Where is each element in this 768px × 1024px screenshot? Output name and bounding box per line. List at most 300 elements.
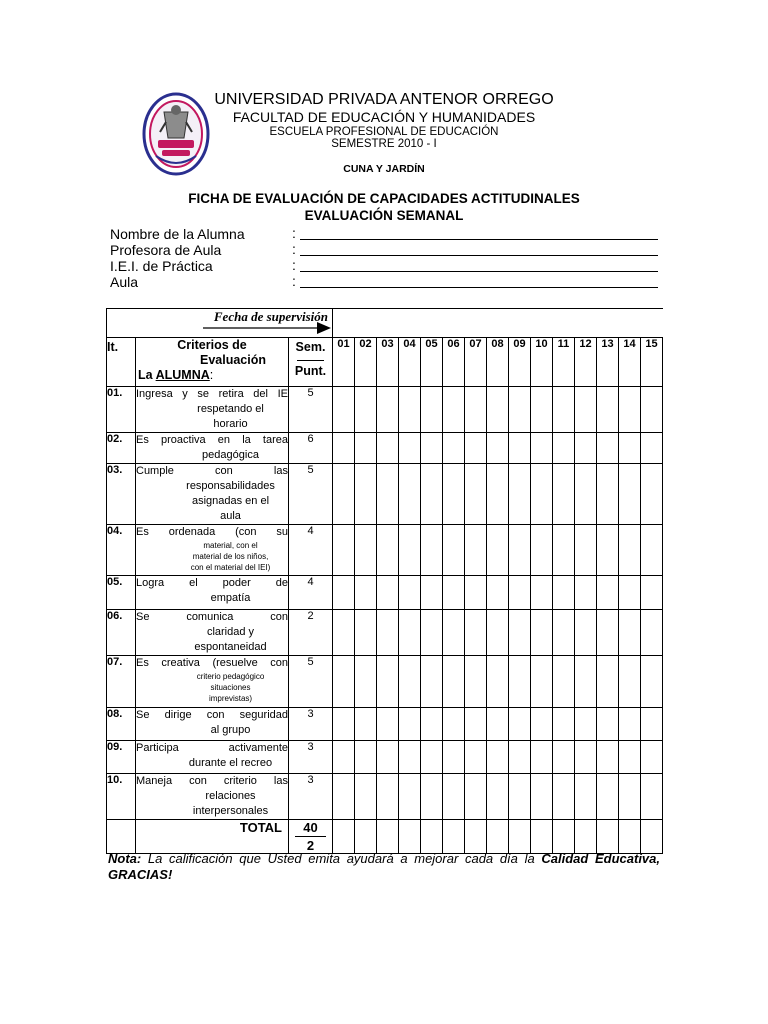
field-student-name[interactable]	[110, 226, 660, 242]
fill-line[interactable]	[300, 287, 658, 288]
criteria-header-alumna: La ALUMNA:	[138, 368, 214, 382]
score-cell[interactable]	[421, 774, 443, 820]
evaluation-table	[106, 308, 663, 854]
total-score-cell[interactable]	[619, 820, 641, 854]
score-cell[interactable]	[575, 656, 597, 708]
date-row	[107, 309, 663, 338]
score-cell[interactable]	[641, 387, 663, 433]
criterion-line: Es creativa (resuelve con	[136, 657, 288, 669]
score-cell[interactable]	[487, 525, 509, 576]
score-cell[interactable]	[465, 610, 487, 656]
score-cell[interactable]	[399, 576, 421, 610]
week-col: 04	[399, 338, 421, 387]
item-number: 01.	[107, 387, 136, 433]
fill-line[interactable]	[300, 271, 658, 272]
max-points: 5	[289, 656, 333, 708]
criterion-line: Maneja con criterio las	[136, 775, 288, 787]
field-classroom[interactable]	[110, 274, 660, 290]
score-cell[interactable]	[597, 464, 619, 525]
score-cell[interactable]	[355, 525, 377, 576]
score-cell[interactable]	[509, 576, 531, 610]
score-cell[interactable]	[619, 774, 641, 820]
criterion-line: espontaneidad	[194, 641, 267, 653]
score-cell[interactable]	[421, 741, 443, 774]
score-cell[interactable]	[421, 576, 443, 610]
score-cell[interactable]	[399, 610, 421, 656]
item-number: 03.	[107, 464, 136, 525]
field-label: Aula	[110, 274, 139, 290]
score-cell[interactable]	[399, 656, 421, 708]
score-cell[interactable]	[421, 433, 443, 464]
score-cell[interactable]	[355, 433, 377, 464]
score-cell[interactable]	[641, 774, 663, 820]
score-cell[interactable]	[619, 387, 641, 433]
score-cell[interactable]	[575, 464, 597, 525]
field-colon: :	[292, 225, 296, 241]
criteria-row	[107, 387, 663, 433]
score-cell[interactable]	[465, 576, 487, 610]
university-name: UNIVERSIDAD PRIVADA ANTENOR ORREGO	[214, 91, 554, 108]
score-cell[interactable]	[465, 525, 487, 576]
score-cell[interactable]	[487, 708, 509, 741]
footer-note	[108, 851, 660, 883]
score-cell[interactable]	[421, 387, 443, 433]
criterion-line: Participa activamente	[136, 742, 288, 754]
score-cell[interactable]	[443, 387, 465, 433]
score-cell[interactable]	[377, 741, 399, 774]
score-cell[interactable]	[443, 576, 465, 610]
score-cell[interactable]	[399, 741, 421, 774]
total-score-cell[interactable]	[443, 820, 465, 854]
form-subtitle: EVALUACIÓN SEMANAL	[304, 208, 464, 223]
field-teacher[interactable]	[110, 242, 660, 258]
week-col: 14	[619, 338, 641, 387]
score-cell[interactable]	[597, 433, 619, 464]
note-bold-end: Calidad Educativa, GRACIAS!	[108, 851, 661, 882]
fraction-bar	[295, 836, 326, 837]
score-cell[interactable]	[443, 433, 465, 464]
score-cell[interactable]	[619, 464, 641, 525]
semester-label: SEMESTRE 2010 - I	[331, 138, 437, 150]
score-cell[interactable]	[465, 741, 487, 774]
score-cell[interactable]	[531, 708, 553, 741]
field-colon: :	[292, 257, 296, 273]
item-number: 04.	[107, 525, 136, 576]
score-cell[interactable]	[377, 387, 399, 433]
field-label: Profesora de Aula	[110, 242, 222, 258]
score-cell[interactable]	[487, 656, 509, 708]
fill-line[interactable]	[300, 239, 658, 240]
score-cell[interactable]	[355, 610, 377, 656]
score-cell[interactable]	[509, 464, 531, 525]
score-cell[interactable]	[575, 708, 597, 741]
score-cell[interactable]	[377, 610, 399, 656]
score-cell[interactable]	[531, 464, 553, 525]
score-cell[interactable]	[597, 656, 619, 708]
week-col: 03	[377, 338, 399, 387]
score-cell[interactable]	[355, 387, 377, 433]
max-points: 4	[289, 525, 333, 576]
criterion-line: material de los niños,	[192, 552, 269, 561]
max-points: 6	[289, 433, 333, 464]
item-number: 10.	[107, 774, 136, 820]
week-col: 15	[641, 338, 663, 387]
criterion-text	[136, 708, 289, 741]
score-cell[interactable]	[531, 774, 553, 820]
score-cell[interactable]	[597, 708, 619, 741]
total-score-cell[interactable]	[355, 820, 377, 854]
score-cell[interactable]	[399, 464, 421, 525]
score-cell[interactable]	[333, 464, 355, 525]
score-cell[interactable]	[619, 433, 641, 464]
criterion-line: empatía	[210, 592, 251, 604]
week-col: 09	[509, 338, 531, 387]
score-cell[interactable]	[531, 741, 553, 774]
score-cell[interactable]	[333, 576, 355, 610]
form-title: FICHA DE EVALUACIÓN DE CAPACIDADES ACTITUDINALES	[188, 191, 580, 206]
score-cell[interactable]	[443, 774, 465, 820]
criterion-line: responsabilidades	[186, 480, 275, 492]
score-cell[interactable]	[531, 433, 553, 464]
score-cell[interactable]	[487, 774, 509, 820]
total-score-cell[interactable]	[333, 820, 355, 854]
criterion-line: criterio pedagógico	[196, 672, 265, 681]
criteria-row	[107, 741, 663, 774]
score-cell[interactable]	[641, 656, 663, 708]
criterion-text	[136, 387, 289, 433]
score-cell[interactable]	[597, 610, 619, 656]
total-score-cell[interactable]	[421, 820, 443, 854]
score-cell[interactable]	[377, 525, 399, 576]
score-cell[interactable]	[619, 741, 641, 774]
fill-line[interactable]	[300, 255, 658, 256]
score-cell[interactable]	[487, 464, 509, 525]
score-cell[interactable]	[421, 708, 443, 741]
score-cell[interactable]	[619, 525, 641, 576]
criterion-text	[136, 433, 289, 464]
score-cell[interactable]	[377, 774, 399, 820]
criteria-row	[107, 774, 663, 820]
week-col: 06	[443, 338, 465, 387]
score-cell[interactable]	[509, 387, 531, 433]
score-cell[interactable]	[509, 610, 531, 656]
score-cell[interactable]	[509, 741, 531, 774]
score-cell[interactable]	[355, 656, 377, 708]
item-number: 07.	[107, 656, 136, 708]
criterion-line: respetando el	[197, 403, 264, 415]
total-score-cell[interactable]	[377, 820, 399, 854]
max-points: 2	[289, 610, 333, 656]
score-cell[interactable]	[487, 433, 509, 464]
score-cell[interactable]	[465, 774, 487, 820]
score-cell[interactable]	[553, 656, 575, 708]
criterion-line: interpersonales	[192, 805, 269, 817]
score-cell[interactable]	[641, 610, 663, 656]
score-cell[interactable]	[641, 741, 663, 774]
total-row	[107, 820, 663, 854]
total-score-cell[interactable]	[465, 820, 487, 854]
criterion-line: Ingresa y se retira del IE	[136, 388, 288, 400]
score-cell[interactable]	[443, 525, 465, 576]
total-numerator: 40	[303, 820, 318, 835]
score-cell[interactable]	[641, 576, 663, 610]
score-cell[interactable]	[553, 708, 575, 741]
criterion-text	[136, 774, 289, 820]
score-cell[interactable]	[443, 741, 465, 774]
score-cell[interactable]	[465, 656, 487, 708]
total-score-cell[interactable]	[641, 820, 663, 854]
week-col: 11	[553, 338, 575, 387]
score-cell[interactable]	[377, 576, 399, 610]
score-cell[interactable]	[443, 656, 465, 708]
score-cell[interactable]	[553, 387, 575, 433]
score-cell[interactable]	[575, 610, 597, 656]
score-cell[interactable]	[333, 525, 355, 576]
criterion-line: aula	[220, 510, 241, 522]
score-cell[interactable]	[399, 708, 421, 741]
score-cell[interactable]	[443, 610, 465, 656]
score-cell[interactable]	[553, 464, 575, 525]
score-cell[interactable]	[509, 525, 531, 576]
criterion-line: relaciones	[205, 790, 256, 802]
score-cell[interactable]	[597, 387, 619, 433]
criterion-text	[136, 464, 289, 525]
week-col: 08	[487, 338, 509, 387]
score-cell[interactable]	[575, 576, 597, 610]
max-points: 3	[289, 774, 333, 820]
field-colon: :	[292, 241, 296, 257]
column-header-row	[107, 338, 663, 387]
criterion-line: Cumple con las	[136, 465, 288, 477]
criterion-line: con el material del IEI)	[190, 563, 271, 572]
score-cell[interactable]	[531, 525, 553, 576]
week-col: 12	[575, 338, 597, 387]
total-score-cell[interactable]	[487, 820, 509, 854]
week-col: 02	[355, 338, 377, 387]
criterion-line: situaciones	[210, 683, 251, 692]
supervision-date-label: Fecha de supervisión	[213, 309, 328, 324]
score-cell[interactable]	[377, 656, 399, 708]
score-cell[interactable]	[509, 433, 531, 464]
max-points: 3	[289, 741, 333, 774]
criterion-line: Se dirige con seguridad	[136, 709, 288, 721]
sem-label: Sem.	[295, 340, 326, 354]
score-cell[interactable]	[575, 525, 597, 576]
score-cell[interactable]	[399, 387, 421, 433]
criterion-line: al grupo	[210, 724, 251, 736]
score-cell[interactable]	[509, 774, 531, 820]
score-cell[interactable]	[355, 774, 377, 820]
item-number: 08.	[107, 708, 136, 741]
score-cell[interactable]	[553, 576, 575, 610]
score-cell[interactable]	[355, 464, 377, 525]
max-points: 4	[289, 576, 333, 610]
criterion-line: durante el recreo	[188, 757, 273, 769]
week-col: 05	[421, 338, 443, 387]
score-cell[interactable]	[487, 576, 509, 610]
total-label: TOTAL	[136, 820, 289, 854]
score-cell[interactable]	[333, 708, 355, 741]
criterion-text	[136, 576, 289, 610]
criterion-line: asignadas en el	[191, 495, 270, 507]
score-cell[interactable]	[553, 610, 575, 656]
score-cell[interactable]	[553, 525, 575, 576]
col-it-header: It.	[107, 338, 136, 387]
score-cell[interactable]	[553, 433, 575, 464]
criterion-text	[136, 610, 289, 656]
date-blank	[333, 309, 663, 338]
criterion-line: pedagógica	[202, 449, 259, 461]
score-cell[interactable]	[575, 741, 597, 774]
criteria-row	[107, 576, 663, 610]
note-label: Nota:	[108, 851, 142, 866]
score-cell[interactable]	[465, 433, 487, 464]
criteria-row	[107, 708, 663, 741]
score-cell[interactable]	[443, 464, 465, 525]
score-cell[interactable]	[333, 387, 355, 433]
max-points: 5	[289, 387, 333, 433]
col-criteria-header	[136, 338, 289, 387]
item-number: 02.	[107, 433, 136, 464]
week-col: 10	[531, 338, 553, 387]
score-cell[interactable]	[619, 576, 641, 610]
score-cell[interactable]	[509, 708, 531, 741]
score-cell[interactable]	[443, 708, 465, 741]
total-score-cell[interactable]	[597, 820, 619, 854]
criterion-line: Se comunica con	[136, 611, 288, 623]
max-points: 3	[289, 708, 333, 741]
score-cell[interactable]	[399, 774, 421, 820]
criteria-header-line1: Criterios de	[177, 338, 247, 352]
criterion-line: Es proactiva en la tarea	[136, 434, 288, 446]
item-number: 05.	[107, 576, 136, 610]
score-cell[interactable]	[531, 387, 553, 433]
score-cell[interactable]	[487, 387, 509, 433]
total-score-cell[interactable]	[509, 820, 531, 854]
score-cell[interactable]	[465, 464, 487, 525]
score-cell[interactable]	[399, 525, 421, 576]
total-blank	[107, 820, 136, 854]
item-number: 09.	[107, 741, 136, 774]
score-cell[interactable]	[641, 433, 663, 464]
score-cell[interactable]	[619, 708, 641, 741]
score-cell[interactable]	[355, 708, 377, 741]
item-number: 06.	[107, 610, 136, 656]
criteria-row	[107, 656, 663, 708]
field-label: Nombre de la Alumna	[110, 226, 245, 242]
week-col: 07	[465, 338, 487, 387]
score-cell[interactable]	[531, 656, 553, 708]
max-points: 5	[289, 464, 333, 525]
program-label: CUNA Y JARDÍN	[343, 163, 425, 175]
score-cell[interactable]	[421, 525, 443, 576]
score-cell[interactable]	[597, 774, 619, 820]
criteria-header-line2: Evaluación	[200, 353, 266, 367]
total-score-cell[interactable]	[575, 820, 597, 854]
criterion-line: Logra el poder de	[136, 577, 288, 589]
criterion-line: material, con el	[203, 541, 258, 550]
criterion-line: claridad y	[206, 626, 255, 638]
score-cell[interactable]	[333, 433, 355, 464]
criterion-text	[136, 741, 289, 774]
criterion-text	[136, 525, 289, 576]
score-cell[interactable]	[377, 433, 399, 464]
score-cell[interactable]	[553, 741, 575, 774]
total-value	[289, 820, 333, 854]
score-cell[interactable]	[333, 741, 355, 774]
score-cell[interactable]	[333, 774, 355, 820]
score-cell[interactable]	[421, 464, 443, 525]
score-cell[interactable]	[509, 656, 531, 708]
col-sem-header	[289, 338, 333, 387]
score-cell[interactable]	[575, 387, 597, 433]
score-cell[interactable]	[641, 525, 663, 576]
week-col: 13	[597, 338, 619, 387]
criteria-row	[107, 610, 663, 656]
score-cell[interactable]	[355, 576, 377, 610]
criterion-text	[136, 656, 289, 708]
total-score-cell[interactable]	[399, 820, 421, 854]
criteria-row	[107, 464, 663, 525]
score-cell[interactable]	[531, 610, 553, 656]
score-cell[interactable]	[597, 741, 619, 774]
score-cell[interactable]	[421, 656, 443, 708]
fraction-bar	[297, 360, 324, 361]
field-colon: :	[292, 273, 296, 289]
score-cell[interactable]	[421, 610, 443, 656]
score-cell[interactable]	[465, 708, 487, 741]
score-cell[interactable]	[333, 610, 355, 656]
field-label: I.E.I. de Práctica	[110, 258, 213, 274]
week-col: 01	[333, 338, 355, 387]
score-cell[interactable]	[641, 464, 663, 525]
score-cell[interactable]	[597, 576, 619, 610]
criteria-row	[107, 433, 663, 464]
field-practice-school[interactable]	[110, 258, 660, 274]
score-cell[interactable]	[597, 525, 619, 576]
score-cell[interactable]	[619, 610, 641, 656]
criterion-line: horario	[213, 418, 248, 430]
score-cell[interactable]	[641, 708, 663, 741]
criteria-header-line3	[136, 368, 288, 383]
score-cell[interactable]	[531, 576, 553, 610]
score-cell[interactable]	[619, 656, 641, 708]
school-name: ESCUELA PROFESIONAL DE EDUCACIÓN	[269, 126, 499, 138]
note-text: La calificación que Usted emita ayudará a mejorar cada día la	[141, 851, 542, 866]
score-cell[interactable]	[465, 387, 487, 433]
punt-label: Punt.	[294, 364, 327, 378]
criteria-row	[107, 525, 663, 576]
criterion-line: imprevistas)	[208, 694, 253, 703]
score-cell[interactable]	[487, 741, 509, 774]
score-cell[interactable]	[333, 656, 355, 708]
date-header-cell	[107, 309, 333, 338]
total-score-cell[interactable]	[553, 820, 575, 854]
score-cell[interactable]	[399, 433, 421, 464]
arrow-right-icon	[203, 322, 331, 334]
criterion-line: Es ordenada (con su	[136, 526, 288, 538]
faculty-name: FACULTAD DE EDUCACIÓN Y HUMANIDADES	[232, 109, 536, 125]
score-cell[interactable]	[377, 464, 399, 525]
score-cell[interactable]	[355, 741, 377, 774]
score-cell[interactable]	[575, 433, 597, 464]
total-score-cell[interactable]	[531, 820, 553, 854]
score-cell[interactable]	[575, 774, 597, 820]
total-divisor: 2	[306, 838, 315, 853]
score-cell[interactable]	[487, 610, 509, 656]
score-cell[interactable]	[553, 774, 575, 820]
score-cell[interactable]	[377, 708, 399, 741]
